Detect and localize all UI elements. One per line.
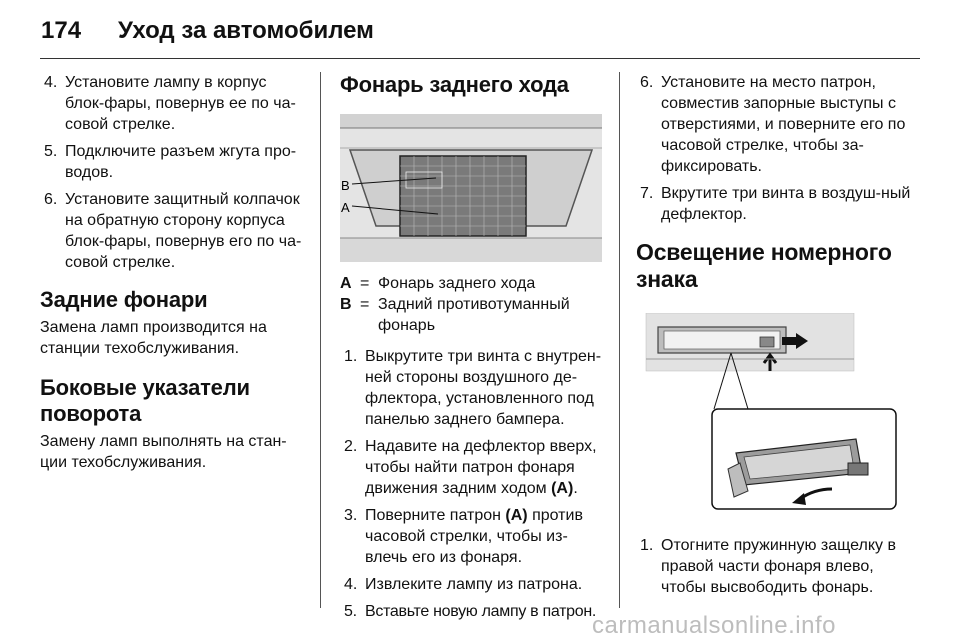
reversing-lamp-illustration [340, 114, 602, 262]
column-1 [40, 72, 308, 473]
list-item: 6. Установите на место патрон, совместив запорные выступы с отверстиями, и поверните его по часовой стрелке, чтобы за-фиксировать. [640, 74, 906, 175]
reversing-lamp-figure [340, 114, 602, 262]
column-divider-2 [619, 72, 620, 608]
reversing-lamp-steps-continued [636, 72, 920, 225]
legend-row: B = Задний противотуманный фонарь [340, 296, 570, 334]
license-plate-steps [636, 535, 920, 598]
list-item: 6. Установите защитный колпачок на обратную сторону корпуса блок-фары, повернув его по ча-совой стрелке. [44, 191, 302, 271]
figure-legend [340, 273, 602, 336]
license-plate-figure [636, 313, 920, 513]
turn-signals-text: Замену ламп выполнять на стан-ции техобслуживания. [40, 433, 287, 471]
figure-label-a: A [341, 200, 350, 215]
rear-lights-text: Замена ламп производится на станции техобслуживания. [40, 319, 267, 357]
reversing-lamp-heading: Фонарь заднего хода [340, 72, 569, 97]
reversing-lamp-steps [340, 346, 602, 622]
steps-list-continued [40, 72, 308, 273]
list-item: 5. Вставьте новую лампу в патрон. [344, 603, 597, 620]
page-header [0, 0, 960, 60]
list-item: 3. Поверните патрон (A) против часовой стрелки, чтобы из-влечь его из фонаря. [344, 507, 583, 566]
rear-lights-heading: Задние фонари [40, 287, 208, 312]
header-rule [40, 58, 920, 59]
legend-row: A = Фонарь заднего хода [340, 275, 536, 292]
column-2 [340, 72, 602, 628]
list-item: 1. Выкрутите три винта с внутрен-ней стороны воздушного де-флектора, установленного под панелью заднего бампера. [344, 348, 602, 428]
list-item: 4. Извлеките лампу из патрона. [344, 576, 583, 593]
license-plate-illustration [636, 313, 898, 513]
figure-label-b: B [341, 178, 350, 193]
column-3 [636, 72, 920, 604]
list-item: 7. Вкрутите три винта в воздуш-ный дефлектор. [640, 185, 911, 223]
list-item: 4. Установите лампу в корпус блок-фары, повернув ее по ча-совой стрелке. [44, 74, 296, 133]
turn-signals-heading: Боковые указатели поворота [40, 375, 250, 426]
watermark: carmanualsonline.info [592, 612, 836, 639]
list-item: 5. Подключите разъем жгута про-водов. [44, 143, 297, 181]
license-plate-heading: Освещение номерного знака [636, 239, 892, 292]
column-divider-1 [320, 72, 321, 608]
page-title: Уход за автомобилем [118, 17, 374, 44]
list-item: 1. Отогните пружинную защелку в правой части фонаря влево, чтобы высвободить фонарь. [640, 537, 896, 596]
page-number: 174 [41, 17, 82, 44]
list-item: 2. Надавите на дефлектор вверх, чтобы найти патрон фонаря движения задним ходом (A). [344, 438, 597, 497]
